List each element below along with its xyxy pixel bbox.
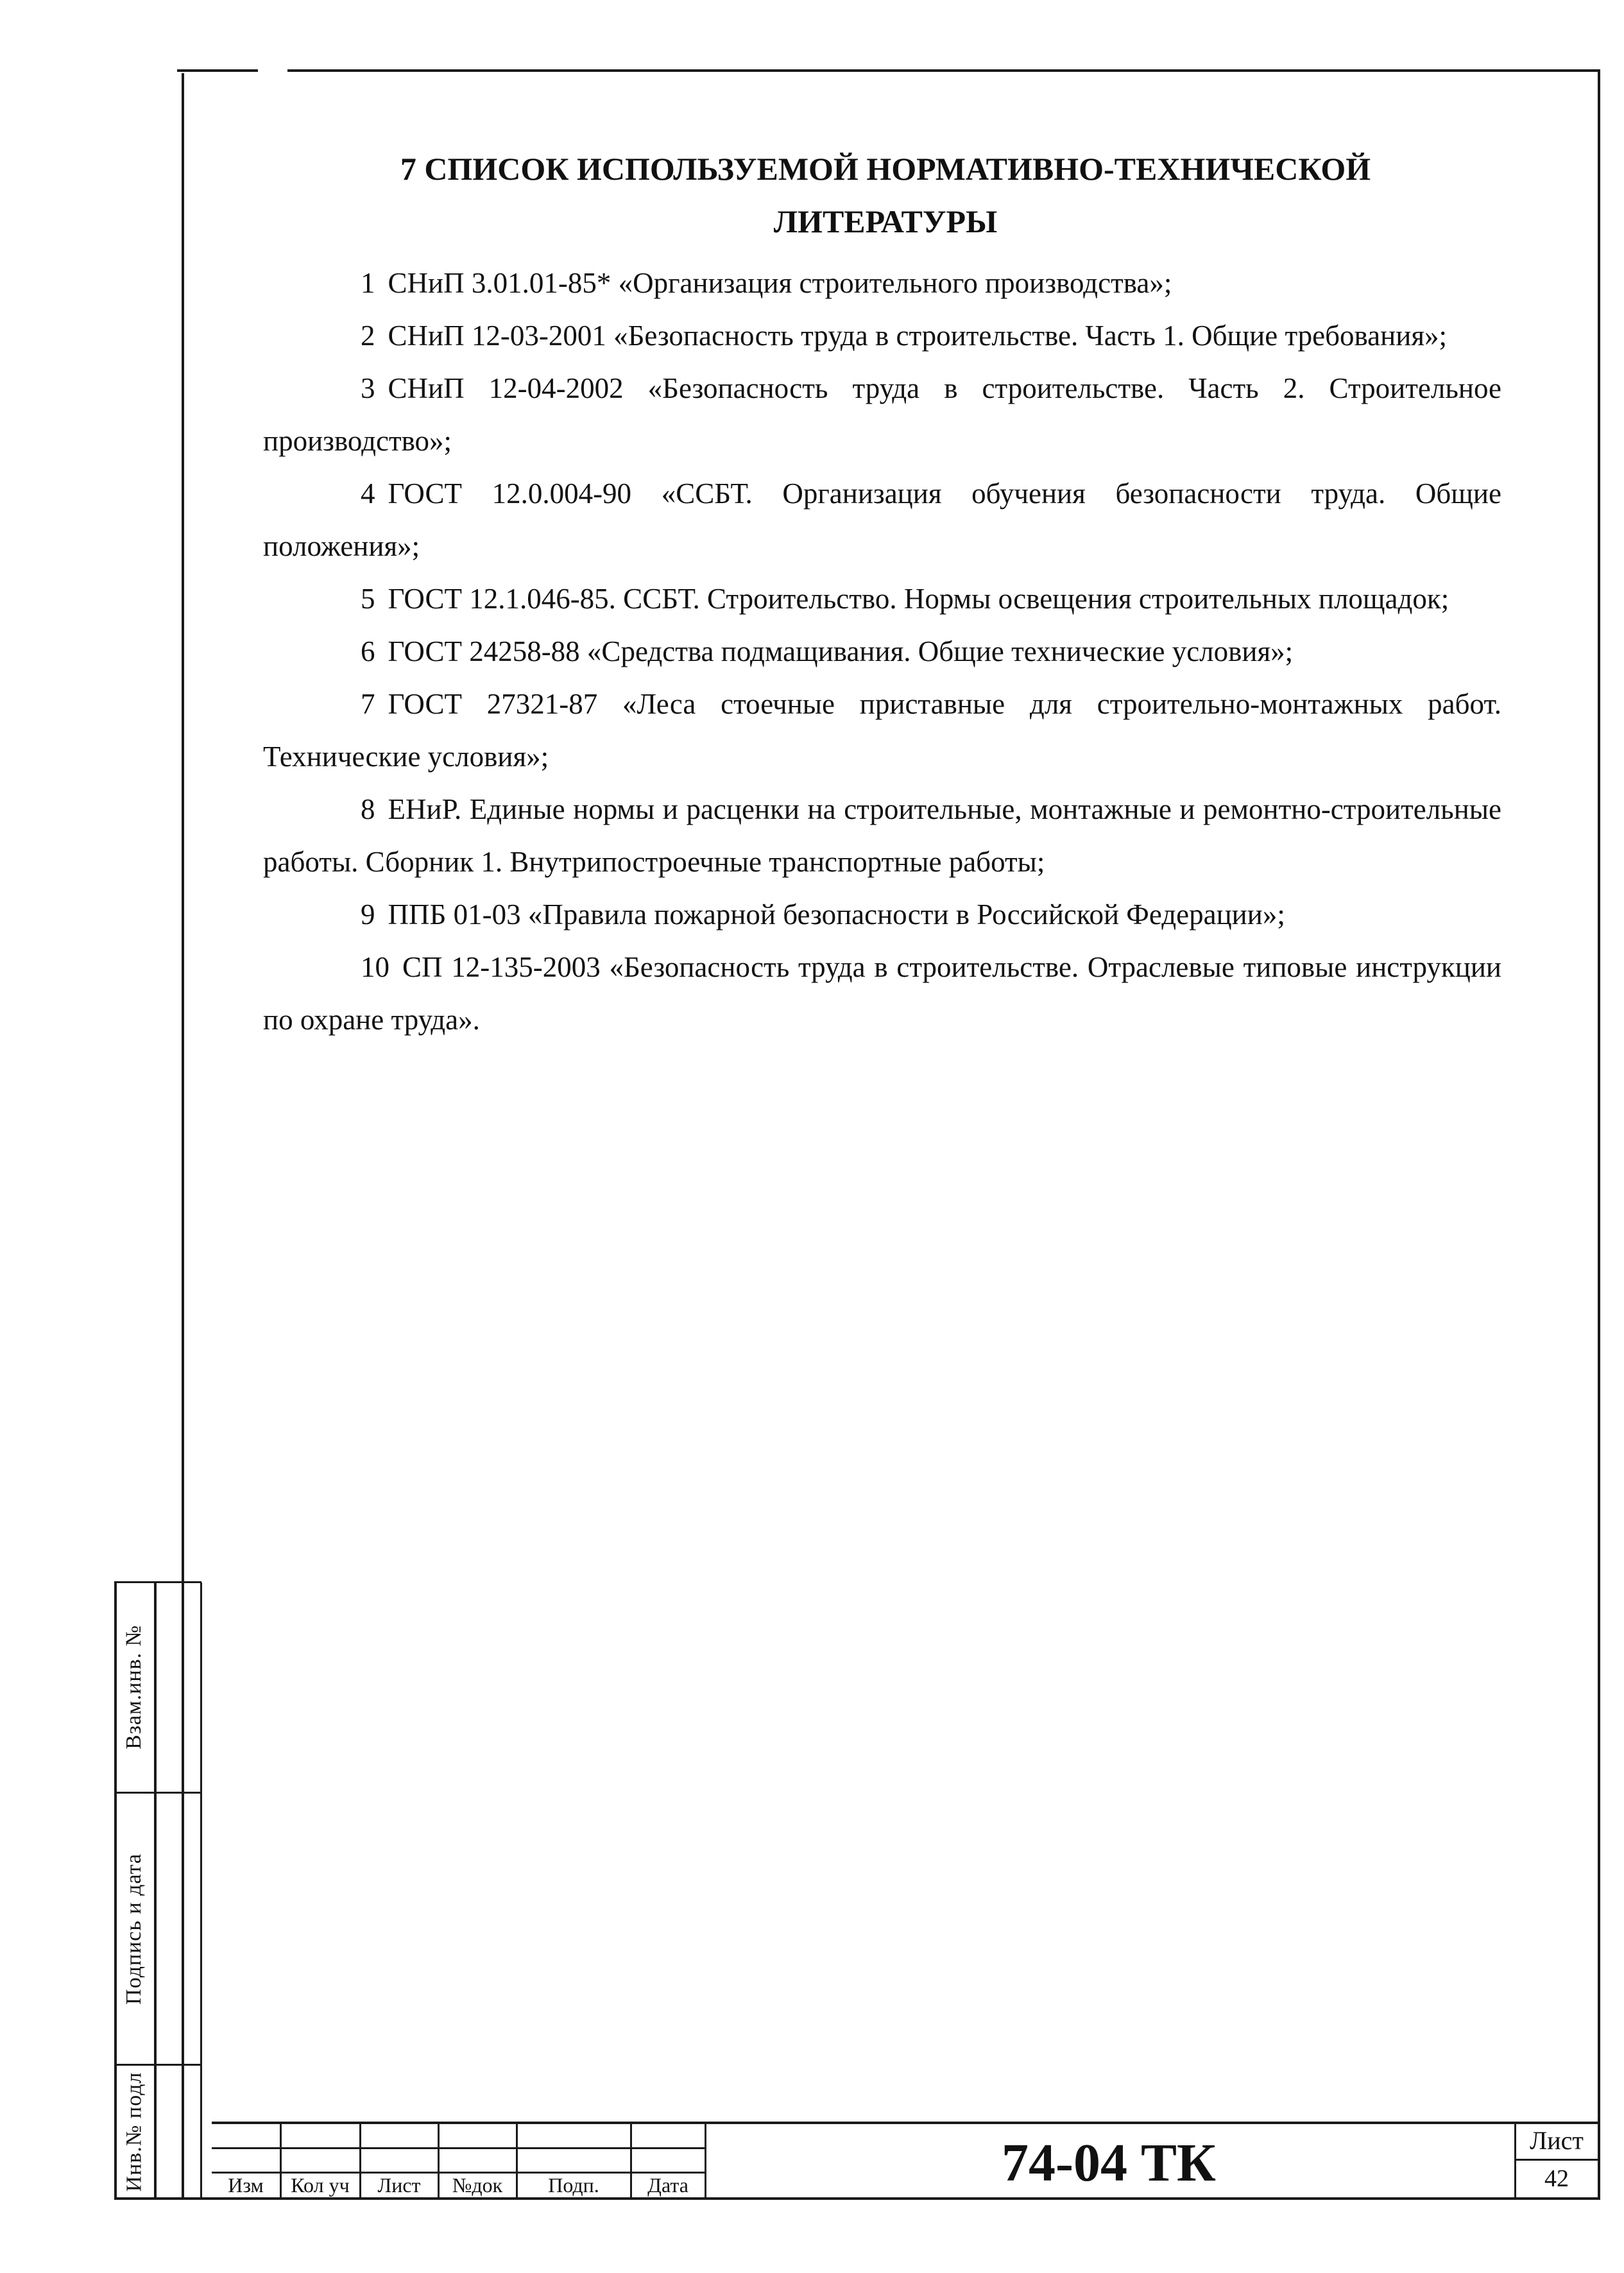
side-strip-signature-date — [114, 1794, 154, 2064]
reference-item — [263, 572, 1501, 625]
reference-item — [263, 783, 1501, 888]
reference-item — [263, 941, 1501, 1046]
reference-item — [263, 362, 1501, 467]
side-strip-inner-border — [200, 1583, 202, 2199]
col-change: Изм — [228, 2174, 264, 2197]
title-block-row-divider — [212, 2147, 706, 2149]
side-strip-replaced-inv — [114, 1583, 154, 1792]
reference-number: 3 — [361, 372, 375, 404]
side-strip-divider — [154, 1583, 157, 2199]
reference-item — [263, 309, 1501, 362]
title-block-top-border — [212, 2122, 1600, 2124]
reference-number: 1 — [361, 267, 375, 299]
reference-text: ГОСТ 12.0.004-90 «ССБТ. Организация обучения безопасности труда. Общие положения»; — [263, 477, 1501, 562]
reference-number: 8 — [361, 793, 375, 825]
signature-date-label: Подпись и дата — [122, 1853, 146, 2005]
reference-text: ГОСТ 12.1.046-85. ССБТ. Строительство. Нормы освещения строительных площадок; — [388, 583, 1449, 615]
reference-text: СНиП 12-03-2001 «Безопасность труда в строительстве. Часть 1. Общие требования»; — [388, 320, 1448, 352]
col-sheet: Лист — [377, 2174, 421, 2197]
col-date: Дата — [647, 2174, 688, 2197]
replaced-inv-label: Взам.инв. № — [122, 1624, 146, 1750]
reference-item — [263, 467, 1501, 572]
reference-number: 9 — [361, 898, 375, 931]
col-signature: Подп. — [548, 2174, 599, 2197]
reference-text: ГОСТ 27321-87 «Леса стоечные приставные для строительно-монтажных работ. Технические условия»; — [263, 688, 1501, 773]
section-title-line-2: ЛИТЕРАТУРЫ — [773, 203, 998, 239]
section-title-line-1: 7 СПИСОК ИСПОЛЬЗУЕМОЙ НОРМАТИВНО-ТЕХНИЧЕСКОЙ — [400, 151, 1371, 187]
frame-top-stub — [177, 69, 258, 72]
reference-text: ЕНиР. Единые нормы и расценки на строительные, монтажные и ремонтно-строительные работы. Сборник 1. Внутрипостроечные транспортные работы; — [263, 793, 1501, 878]
col-qty: Кол уч — [291, 2174, 350, 2197]
reference-number: 4 — [361, 477, 375, 510]
orig-inv-label: Инв.№ подл — [122, 2071, 146, 2192]
reference-item — [263, 888, 1501, 941]
side-strip-orig-inv — [114, 2066, 154, 2197]
reference-number: 2 — [361, 320, 375, 352]
sheet-label: Лист — [1530, 2126, 1584, 2155]
reference-number: 10 — [361, 951, 389, 983]
reference-text: ППБ 01-03 «Правила пожарной безопасности в Российской Федерации»; — [388, 898, 1285, 931]
document-code: 74-04 ТК — [1002, 2132, 1216, 2193]
reference-number: 5 — [361, 583, 375, 615]
reference-item — [263, 257, 1501, 309]
reference-text: СНиП 12-04-2002 «Безопасность труда в строительстве. Часть 2. Строительное производство»; — [263, 372, 1501, 457]
reference-number: 6 — [361, 635, 375, 667]
col-doc-no: №док — [452, 2174, 503, 2197]
reference-number: 7 — [361, 688, 375, 720]
frame-top-border — [287, 69, 1600, 72]
reference-list — [263, 257, 1501, 1046]
reference-item — [263, 625, 1501, 678]
section-title — [359, 142, 1412, 248]
frame-right-border — [1598, 69, 1600, 2199]
reference-text: ГОСТ 24258-88 «Средства подмащивания. Общие технические условия»; — [388, 635, 1294, 667]
reference-text: СНиП 3.01.01-85* «Организация строительного производства»; — [388, 267, 1172, 299]
reference-text: СП 12-135-2003 «Безопасность труда в строительстве. Отраслевые типовые инструкции по охране труда». — [263, 951, 1501, 1036]
frame-left-border — [182, 73, 184, 2200]
sheet-number: 42 — [1544, 2165, 1569, 2192]
reference-item — [263, 678, 1501, 783]
